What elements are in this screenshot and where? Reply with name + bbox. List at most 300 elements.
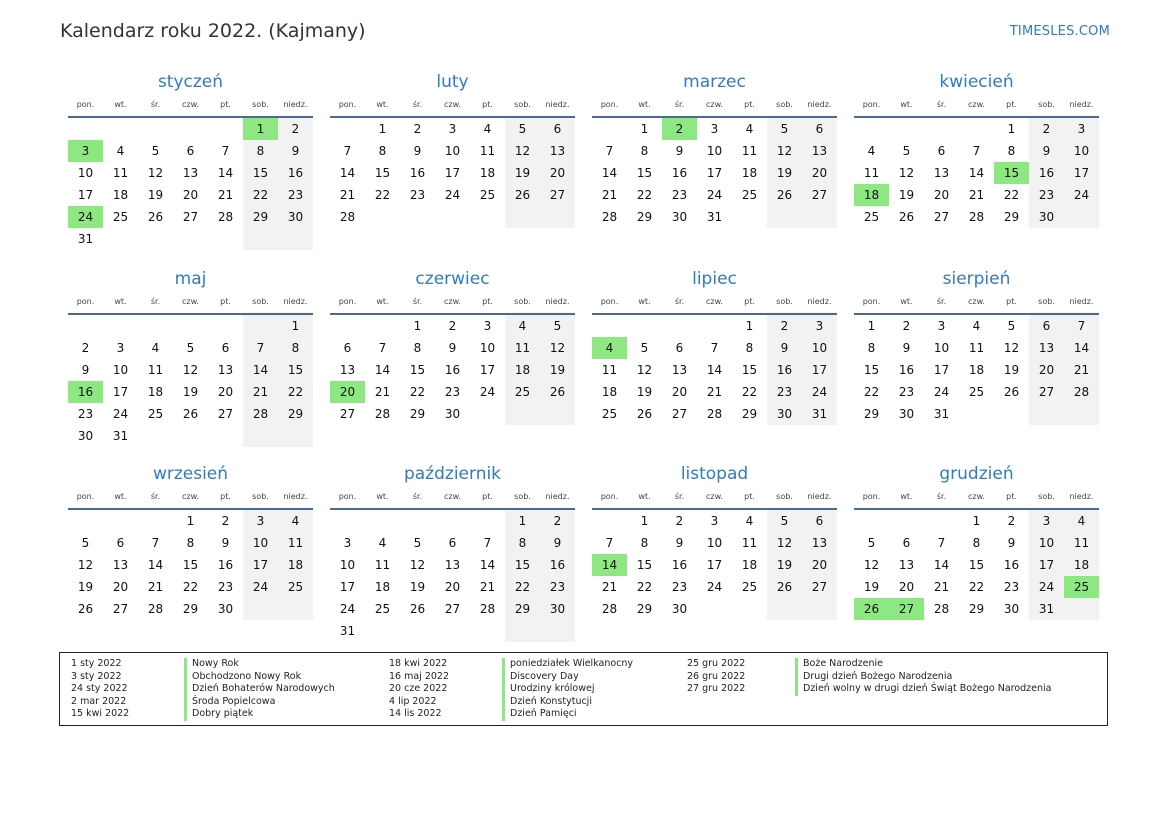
day-cell: 24 — [933, 385, 950, 399]
day-cell: 23 — [898, 385, 915, 399]
day-cell: 19 — [182, 385, 199, 399]
day-cell: 3 — [448, 122, 457, 136]
day-cell: 10 — [339, 558, 356, 572]
day-cell: 8 — [378, 144, 387, 158]
day-cell: 17 — [243, 554, 278, 576]
day-cell: 27 — [217, 407, 234, 421]
day-cell: 5 — [767, 118, 802, 140]
day-cell: 29 — [863, 407, 880, 421]
day-cell: 27 — [339, 407, 356, 421]
day-cell: 24 — [339, 602, 356, 616]
day-cell: 28 — [933, 602, 950, 616]
day-cell: 23 — [409, 188, 426, 202]
day-cell: 29 — [182, 602, 199, 616]
day-cell: 6 — [1029, 315, 1064, 337]
day-cell: 29 — [636, 602, 653, 616]
day-cell: 29 — [968, 602, 985, 616]
holiday-day-cell: 14 — [592, 554, 627, 576]
day-cell: 30 — [898, 407, 915, 421]
day-cell: 30 — [278, 206, 313, 228]
weekday-header — [854, 486, 1099, 510]
weekday-label: niedz. — [807, 297, 832, 306]
day-cell: 16 — [540, 554, 575, 576]
day-cell: 19 — [77, 580, 94, 594]
holiday-day-cell: 1 — [243, 118, 278, 140]
empty-day-cell — [138, 228, 173, 250]
day-cell: 29 — [409, 407, 426, 421]
day-cell: 27 — [671, 407, 688, 421]
month-name: listopad — [680, 464, 749, 484]
day-cell: 29 — [278, 403, 313, 425]
day-cell: 10 — [479, 341, 496, 355]
empty-day-cell — [627, 315, 662, 337]
day-cell: 7 — [605, 536, 614, 550]
empty-day-cell — [1029, 403, 1064, 425]
day-grid — [330, 510, 575, 642]
day-cell: 28 — [601, 210, 618, 224]
day-cell: 6 — [540, 118, 575, 140]
day-cell: 11 — [863, 166, 880, 180]
day-cell: 5 — [867, 536, 876, 550]
day-cell: 9 — [413, 144, 422, 158]
day-cell: 9 — [221, 536, 230, 550]
empty-day-cell — [400, 206, 435, 228]
day-cell: 13 — [802, 532, 837, 554]
month-name: wrzesień — [152, 464, 229, 484]
empty-day-cell — [278, 425, 313, 447]
weekday-label: pon. — [76, 492, 95, 501]
day-cell: 7 — [605, 144, 614, 158]
day-cell: 5 — [767, 510, 802, 532]
day-cell: 18 — [374, 580, 391, 594]
empty-day-cell — [68, 510, 103, 532]
day-grid — [68, 315, 313, 447]
empty-day-cell — [854, 118, 889, 140]
day-cell: 2 — [675, 514, 684, 528]
holiday-day-cell: 4 — [592, 337, 627, 359]
day-cell: 23 — [77, 407, 94, 421]
day-cell: 25 — [601, 407, 618, 421]
empty-day-cell — [400, 620, 435, 642]
empty-day-cell — [243, 598, 278, 620]
day-cell: 22 — [505, 576, 540, 598]
empty-day-cell — [278, 228, 313, 250]
weekday-label: sob. — [514, 297, 531, 306]
day-cell: 16 — [671, 166, 688, 180]
weekday-label: czw. — [968, 492, 985, 501]
day-cell: 6 — [937, 144, 946, 158]
empty-day-cell — [592, 118, 627, 140]
weekday-label: śr. — [936, 297, 947, 306]
day-cell: 9 — [767, 337, 802, 359]
empty-day-cell — [243, 425, 278, 447]
day-cell: 9 — [81, 363, 90, 377]
weekday-label: niedz. — [807, 492, 832, 501]
site-link[interactable]: TIMESLES.COM — [1009, 24, 1110, 39]
weekday-label: pon. — [600, 100, 619, 109]
day-cell: 18 — [968, 363, 985, 377]
day-cell: 8 — [640, 536, 649, 550]
day-cell: 19 — [540, 359, 575, 381]
weekday-label: pon. — [338, 100, 357, 109]
weekday-label: czw. — [182, 100, 199, 109]
weekday-label: śr. — [412, 492, 423, 501]
day-cell: 18 — [601, 385, 618, 399]
holiday-day-cell: 20 — [330, 381, 365, 403]
weekday-header — [68, 486, 313, 510]
weekday-label: śr. — [150, 492, 161, 501]
weekday-label: sob. — [776, 492, 793, 501]
day-cell: 13 — [182, 166, 199, 180]
weekday-label: pon. — [862, 492, 881, 501]
empty-day-cell — [1064, 598, 1099, 620]
month-10 — [330, 462, 575, 642]
day-cell: 8 — [972, 536, 981, 550]
holiday-day-cell: 2 — [662, 118, 697, 140]
holiday-date: 26 gru 2022 — [687, 670, 746, 682]
day-cell: 24 — [706, 580, 723, 594]
empty-day-cell — [540, 206, 575, 228]
day-cell: 31 — [339, 624, 356, 638]
day-cell: 20 — [217, 385, 234, 399]
weekday-label: wt. — [900, 297, 913, 306]
empty-day-cell — [854, 510, 889, 532]
day-cell: 26 — [505, 184, 540, 206]
day-grid — [854, 315, 1099, 425]
day-cell: 15 — [636, 166, 653, 180]
weekday-label: śr. — [150, 100, 161, 109]
holiday-date: 2 mar 2022 — [71, 695, 127, 707]
day-cell: 20 — [802, 162, 837, 184]
holiday-date: 24 sty 2022 — [71, 683, 128, 695]
weekday-label: pon. — [600, 492, 619, 501]
day-cell: 4 — [745, 514, 754, 528]
weekday-label: sob. — [1038, 100, 1055, 109]
holiday-name: Drugi dzień Bożego Narodzenia — [795, 671, 952, 684]
empty-day-cell — [68, 315, 103, 337]
month-9 — [68, 462, 313, 620]
day-cell: 24 — [444, 188, 461, 202]
day-cell: 12 — [540, 337, 575, 359]
holiday-date: 27 gru 2022 — [687, 683, 746, 695]
weekday-label: pon. — [600, 297, 619, 306]
empty-day-cell — [767, 206, 802, 228]
day-cell: 5 — [413, 536, 422, 550]
weekday-label: czw. — [444, 297, 461, 306]
empty-day-cell — [732, 598, 767, 620]
day-cell: 14 — [147, 558, 164, 572]
day-cell: 23 — [540, 576, 575, 598]
day-cell: 6 — [221, 341, 230, 355]
day-cell: 31 — [112, 429, 129, 443]
holiday-list — [59, 652, 1108, 726]
day-cell: 11 — [505, 337, 540, 359]
weekday-header — [592, 94, 837, 118]
day-cell: 21 — [374, 385, 391, 399]
empty-day-cell — [68, 118, 103, 140]
day-cell: 23 — [671, 188, 688, 202]
day-cell: 3 — [1029, 510, 1064, 532]
day-cell: 13 — [1029, 337, 1064, 359]
day-cell: 19 — [409, 580, 426, 594]
day-cell: 31 — [77, 232, 94, 246]
day-cell: 2 — [81, 341, 90, 355]
day-cell: 22 — [374, 188, 391, 202]
day-cell: 5 — [640, 341, 649, 355]
day-cell: 26 — [767, 576, 802, 598]
month-name: grudzień — [939, 464, 1014, 484]
holiday-date: 1 sty 2022 — [71, 658, 122, 669]
empty-day-cell — [802, 598, 837, 620]
empty-day-cell — [662, 315, 697, 337]
day-cell: 6 — [802, 510, 837, 532]
empty-day-cell — [435, 206, 470, 228]
day-cell: 9 — [1029, 140, 1064, 162]
holiday-name: Urodziny królowej — [502, 683, 595, 696]
day-cell: 12 — [636, 363, 653, 377]
day-cell: 30 — [540, 598, 575, 620]
day-cell: 16 — [444, 363, 461, 377]
holiday-date: 15 kwi 2022 — [71, 708, 130, 720]
day-cell: 3 — [937, 319, 946, 333]
weekday-label: niedz. — [807, 100, 832, 109]
day-cell: 25 — [741, 188, 758, 202]
day-cell: 19 — [767, 162, 802, 184]
day-cell: 15 — [741, 363, 758, 377]
day-cell: 14 — [706, 363, 723, 377]
weekday-label: pon. — [338, 297, 357, 306]
day-cell: 15 — [278, 359, 313, 381]
weekday-label: niedz. — [545, 100, 570, 109]
day-cell: 23 — [671, 580, 688, 594]
weekday-header — [592, 291, 837, 315]
day-cell: 8 — [278, 337, 313, 359]
day-cell: 10 — [444, 144, 461, 158]
day-cell: 23 — [444, 385, 461, 399]
empty-day-cell — [103, 228, 138, 250]
day-cell: 21 — [968, 188, 985, 202]
day-cell: 23 — [217, 580, 234, 594]
day-cell: 30 — [671, 210, 688, 224]
weekday-label: pon. — [338, 492, 357, 501]
day-cell: 10 — [243, 532, 278, 554]
day-cell: 18 — [741, 558, 758, 572]
day-cell: 9 — [1007, 536, 1016, 550]
day-cell: 30 — [444, 407, 461, 421]
month-name: czerwiec — [415, 269, 490, 289]
day-cell: 17 — [1064, 162, 1099, 184]
weekday-header — [592, 486, 837, 510]
weekday-label: czw. — [706, 492, 723, 501]
day-cell: 1 — [867, 319, 876, 333]
empty-day-cell — [365, 620, 400, 642]
day-cell: 20 — [898, 580, 915, 594]
day-cell: 22 — [182, 580, 199, 594]
day-cell: 25 — [505, 381, 540, 403]
day-cell: 18 — [479, 166, 496, 180]
day-cell: 11 — [112, 166, 129, 180]
weekday-label: sob. — [776, 297, 793, 306]
day-cell: 20 — [671, 385, 688, 399]
day-cell: 7 — [221, 144, 230, 158]
day-cell: 3 — [710, 514, 719, 528]
day-cell: 28 — [339, 210, 356, 224]
day-cell: 18 — [147, 385, 164, 399]
day-cell: 2 — [221, 514, 230, 528]
day-cell: 20 — [112, 580, 129, 594]
weekday-label: pt. — [744, 100, 755, 109]
day-cell: 28 — [147, 602, 164, 616]
day-cell: 8 — [505, 532, 540, 554]
weekday-label: czw. — [182, 492, 199, 501]
day-cell: 3 — [1064, 118, 1099, 140]
day-cell: 7 — [972, 144, 981, 158]
day-cell: 16 — [671, 558, 688, 572]
day-cell: 21 — [147, 580, 164, 594]
weekday-label: pon. — [862, 100, 881, 109]
holiday-day-cell: 15 — [994, 162, 1029, 184]
day-cell: 4 — [378, 536, 387, 550]
day-cell: 1 — [972, 514, 981, 528]
weekday-label: czw. — [444, 492, 461, 501]
day-cell: 25 — [968, 385, 985, 399]
day-cell: 16 — [1029, 162, 1064, 184]
weekday-label: czw. — [182, 297, 199, 306]
day-cell: 1 — [186, 514, 195, 528]
empty-day-cell — [365, 315, 400, 337]
day-cell: 22 — [243, 184, 278, 206]
day-cell: 3 — [802, 315, 837, 337]
weekday-label: śr. — [674, 297, 685, 306]
day-cell: 16 — [409, 166, 426, 180]
month-name: maj — [174, 269, 207, 289]
day-cell: 12 — [767, 140, 802, 162]
day-cell: 25 — [112, 210, 129, 224]
day-cell: 9 — [540, 532, 575, 554]
weekday-label: niedz. — [283, 100, 308, 109]
day-cell: 9 — [278, 140, 313, 162]
weekday-label: wt. — [114, 297, 127, 306]
weekday-label: pt. — [220, 492, 231, 501]
weekday-label: czw. — [706, 297, 723, 306]
weekday-label: wt. — [376, 492, 389, 501]
day-cell: 8 — [243, 140, 278, 162]
day-cell: 11 — [601, 363, 618, 377]
day-cell: 15 — [409, 363, 426, 377]
day-cell: 7 — [710, 341, 719, 355]
day-cell: 16 — [898, 363, 915, 377]
day-cell: 19 — [898, 188, 915, 202]
day-cell: 10 — [77, 166, 94, 180]
holiday-name: Dzień Bohaterów Narodowych — [184, 683, 335, 696]
empty-day-cell — [505, 403, 540, 425]
day-cell: 17 — [1029, 554, 1064, 576]
holiday-day-cell: 24 — [68, 206, 103, 228]
day-cell: 5 — [540, 315, 575, 337]
day-cell: 5 — [1007, 319, 1016, 333]
day-cell: 3 — [116, 341, 125, 355]
empty-day-cell — [138, 118, 173, 140]
day-cell: 17 — [339, 580, 356, 594]
holiday-name: Dzień Konstytucji — [502, 696, 592, 709]
day-cell: 26 — [540, 381, 575, 403]
empty-day-cell — [924, 118, 959, 140]
holiday-date: 3 sty 2022 — [71, 670, 122, 682]
holiday-name: Środa Popielcowa — [184, 696, 275, 709]
weekday-header — [854, 94, 1099, 118]
day-cell: 6 — [343, 341, 352, 355]
day-cell: 10 — [933, 341, 950, 355]
weekday-header — [68, 94, 313, 118]
weekday-label: pon. — [76, 100, 95, 109]
weekday-label: śr. — [936, 492, 947, 501]
day-cell: 18 — [1064, 554, 1099, 576]
day-cell: 18 — [505, 359, 540, 381]
day-cell: 26 — [77, 602, 94, 616]
day-cell: 31 — [802, 403, 837, 425]
day-cell: 21 — [339, 188, 356, 202]
weekday-label: śr. — [674, 100, 685, 109]
day-cell: 15 — [243, 162, 278, 184]
day-cell: 11 — [278, 532, 313, 554]
day-cell: 14 — [933, 558, 950, 572]
day-cell: 14 — [243, 359, 278, 381]
weekday-header — [854, 291, 1099, 315]
day-cell: 18 — [278, 554, 313, 576]
day-cell: 22 — [741, 385, 758, 399]
day-cell: 2 — [540, 510, 575, 532]
weekday-label: czw. — [968, 297, 985, 306]
day-cell: 17 — [706, 166, 723, 180]
weekday-label: pt. — [744, 297, 755, 306]
page-title: Kalendarz roku 2022. (Kajmany) — [60, 20, 366, 42]
day-cell: 20 — [802, 554, 837, 576]
day-grid — [330, 118, 575, 228]
weekday-label: wt. — [114, 492, 127, 501]
day-cell: 14 — [968, 166, 985, 180]
day-grid — [854, 510, 1099, 620]
empty-day-cell — [1064, 403, 1099, 425]
day-cell: 2 — [902, 319, 911, 333]
day-cell: 23 — [767, 381, 802, 403]
day-cell: 30 — [77, 429, 94, 443]
weekday-label: niedz. — [545, 492, 570, 501]
day-cell: 13 — [898, 558, 915, 572]
day-cell: 7 — [378, 341, 387, 355]
holiday-day-cell: 27 — [889, 598, 924, 620]
empty-day-cell — [470, 620, 505, 642]
day-cell: 19 — [505, 162, 540, 184]
weekday-label: czw. — [444, 100, 461, 109]
weekday-label: pt. — [1006, 492, 1017, 501]
empty-day-cell — [505, 206, 540, 228]
empty-day-cell — [243, 228, 278, 250]
weekday-label: niedz. — [545, 297, 570, 306]
month-8 — [854, 267, 1099, 425]
day-cell: 26 — [182, 407, 199, 421]
day-cell: 15 — [636, 558, 653, 572]
month-name: kwiecień — [939, 72, 1014, 92]
day-cell: 31 — [1029, 598, 1064, 620]
day-cell: 6 — [186, 144, 195, 158]
holiday-day-cell: 3 — [68, 140, 103, 162]
day-cell: 6 — [675, 341, 684, 355]
day-cell: 20 — [1029, 359, 1064, 381]
empty-day-cell — [470, 206, 505, 228]
holiday-name: Dzień wolny w drugi dzień Świąt Bożego Narodzenia — [795, 683, 1052, 696]
day-cell: 30 — [767, 403, 802, 425]
day-cell: 16 — [767, 359, 802, 381]
